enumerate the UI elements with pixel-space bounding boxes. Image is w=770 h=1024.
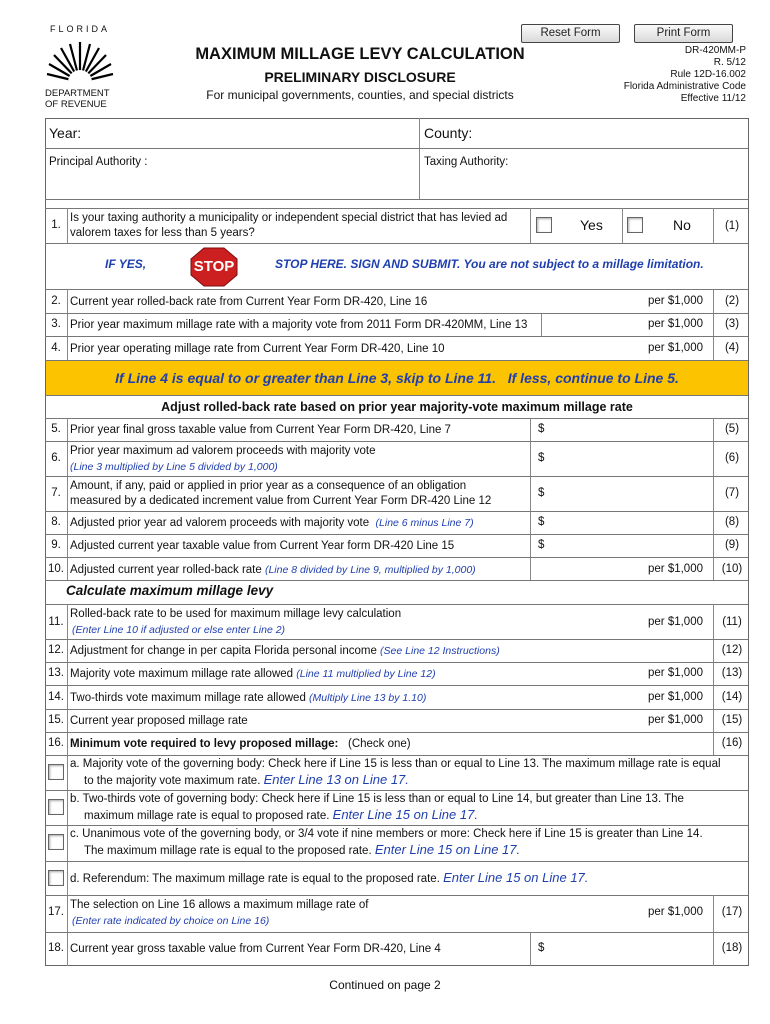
line-12-note: (See Line 12 Instructions) — [380, 645, 500, 657]
line-12-ref: (12) — [721, 644, 743, 656]
form-effective: Effective 11/12 — [680, 93, 746, 104]
line-1-ref: (1) — [724, 220, 740, 232]
divider — [45, 336, 748, 337]
line-2-ref: (2) — [724, 295, 740, 307]
line-15-ref: (15) — [721, 714, 743, 726]
line-3-text: Prior year maximum millage rate with a majority vote from 2011 Form DR-420MM, Line 13 — [70, 319, 528, 331]
stop-sign-icon — [190, 247, 238, 287]
line-4-unit: per $1,000 — [648, 342, 703, 354]
divider — [45, 418, 748, 419]
divider — [45, 441, 748, 442]
line-7-ref: (7) — [724, 487, 740, 499]
instruction-banner — [46, 361, 748, 395]
form-id: DR-420MM-P — [684, 45, 746, 56]
line-12-label: Adjustment for change in per capita Florida personal income — [70, 645, 377, 657]
line-9-number: 9. — [51, 539, 61, 551]
form-title: MAXIMUM MILLAGE LEVY CALCULATION — [195, 45, 525, 63]
line-4-text: Prior year operating millage rate from Current Year Form DR-420, Line 10 — [70, 343, 445, 355]
divider — [713, 418, 714, 580]
option-d-line-1 — [70, 871, 588, 886]
line-8-number: 8. — [51, 516, 61, 528]
line-5-number: 5. — [51, 423, 61, 435]
line-8-label: Adjusted prior year ad valorem proceeds with majority vote — [70, 517, 370, 529]
line-5-text: Prior year final gross taxable value from Current Year Form DR-420, Line 7 — [70, 424, 451, 436]
line-5-dollar: $ — [538, 423, 545, 435]
line-18-ref: (18) — [721, 942, 743, 954]
line-9-dollar: $ — [538, 539, 545, 551]
principal-authority-input[interactable] — [49, 170, 414, 196]
line-1-text-1: Is your taxing authority a municipality or independent special district that has levied ad — [70, 212, 508, 224]
divider — [45, 395, 748, 396]
divider — [67, 208, 68, 243]
option-d-text: d. Referendum: The maximum millage rate is equal to the proposed rate. — [70, 873, 440, 885]
line-8-note: (Line 6 minus Line 7) — [375, 517, 474, 529]
line-10-text — [70, 563, 476, 577]
divider — [45, 662, 748, 663]
line-6-ref: (6) — [724, 452, 740, 464]
sunburst-icon — [45, 36, 115, 86]
option-c-enter: Enter Line 15 on Line 17. — [374, 842, 521, 857]
line-15-unit: per $1,000 — [648, 714, 703, 726]
line-1-yes-label: Yes — [580, 217, 603, 233]
divider — [45, 895, 748, 896]
line-14-text — [70, 691, 426, 705]
line-14-ref: (14) — [721, 691, 743, 703]
line-14-number: 14. — [48, 691, 64, 703]
line-7-text-1: Amount, if any, paid or applied in prior year as a consequence of an obligation — [70, 480, 467, 492]
line-2-unit: per $1,000 — [648, 295, 703, 307]
line-11-text: Rolled-back rate to be used for maximum millage levy calculation — [70, 608, 402, 620]
line-11-note: (Enter Line 10 if adjusted or else enter Line 2) — [72, 624, 286, 636]
form-revision: R. 5/12 — [713, 57, 746, 68]
line-10-unit: per $1,000 — [648, 563, 703, 575]
line-11-number: 11. — [48, 616, 64, 628]
line-1-no-checkbox[interactable] — [627, 217, 643, 233]
line-18-dollar: $ — [538, 942, 545, 954]
divider — [67, 895, 68, 966]
divider — [419, 118, 420, 199]
line-5-ref: (5) — [724, 423, 740, 435]
line-6-text: Prior year maximum ad valorem proceeds with majority vote — [70, 445, 376, 457]
section-adjust-heading: Adjust rolled-back rate based on prior year majority-vote maximum millage rate — [161, 400, 633, 414]
line-9-text: Adjusted current year taxable value from Current Year form DR-420 Line 15 — [70, 540, 455, 552]
line-13-number: 13. — [48, 667, 64, 679]
line-10-note: (Line 8 divided by Line 9, multiplied by 1,000) — [264, 564, 476, 576]
divider — [530, 932, 531, 966]
logo-dept-line2: OF REVENUE — [45, 99, 107, 110]
divider — [622, 208, 623, 243]
option-a-text: to the majority vote maximum rate. — [84, 775, 261, 787]
section-calc-heading: Calculate maximum millage levy — [66, 583, 274, 598]
line-1-text-2: valorem taxes for less than 5 years? — [70, 227, 255, 239]
divider — [45, 289, 748, 290]
line-4-ref: (4) — [724, 342, 740, 354]
line-14-unit: per $1,000 — [648, 691, 703, 703]
logo-state: FLORIDA — [49, 24, 110, 34]
line-16-label: Minimum vote required to levy proposed millage: — [70, 738, 339, 750]
line-10-label: Adjusted current year rolled-back rate — [70, 564, 262, 576]
line-17-unit: per $1,000 — [648, 906, 703, 918]
line-7-number: 7. — [51, 487, 61, 499]
line-12-number: 12. — [48, 644, 64, 656]
line-13-ref: (13) — [721, 667, 743, 679]
line-18-number: 18. — [48, 942, 64, 954]
divider — [45, 932, 748, 933]
option-b-line-1: b. Two-thirds vote of governing body: Check here if Line 15 is less than or equal to Line 14, but greater than Line 13. The — [70, 793, 684, 805]
line-17-text: The selection on Line 16 allows a maximum millage rate of — [70, 899, 369, 911]
divider — [45, 199, 748, 200]
line-16-check: (Check one) — [347, 738, 411, 750]
line-3-unit: per $1,000 — [648, 318, 703, 330]
line-17-number: 17. — [48, 906, 64, 918]
line-8-ref: (8) — [724, 516, 740, 528]
if-yes-label: IF YES, — [105, 257, 147, 271]
line-1-no-label: No — [673, 217, 691, 233]
line-18-text: Current year gross taxable value from Current Year Form DR-420, Line 4 — [70, 943, 441, 955]
line-13-text — [70, 667, 436, 681]
divider — [45, 604, 748, 605]
line-16-text — [70, 737, 411, 751]
line-9-ref: (9) — [724, 539, 740, 551]
option-a-enter: Enter Line 13 on Line 17. — [263, 772, 409, 787]
line-13-note: (Line 11 multiplied by Line 12) — [296, 668, 436, 680]
reset-form-button[interactable]: Reset Form — [521, 24, 620, 43]
divider — [45, 639, 748, 640]
divider — [45, 476, 748, 477]
divider — [67, 418, 68, 580]
option-d-checkbox[interactable] — [48, 870, 64, 886]
line-16-number: 16. — [48, 737, 64, 749]
divider — [530, 418, 531, 580]
banner-part-1: If Line 4 is equal to or greater than Line 3, skip to Line 11. — [115, 370, 497, 386]
divider — [45, 755, 748, 756]
line-12-text — [70, 644, 500, 658]
year-input[interactable] — [95, 122, 413, 144]
divider — [530, 208, 531, 243]
divider — [45, 313, 748, 314]
option-b-enter: Enter Line 15 on Line 17. — [332, 807, 478, 822]
line-14-label: Two-thirds vote maximum millage rate allowed — [70, 692, 306, 704]
line-6-dollar: $ — [538, 452, 545, 464]
line-14-note: (Multiply Line 13 by 1.10) — [309, 692, 427, 704]
divider — [45, 534, 748, 535]
county-label: County: — [424, 125, 473, 141]
option-c-line-1: c. Unanimous vote of the governing body, or 3/4 vote if nine members or more: Check here if Line 15 is greater than Line 14. — [70, 828, 703, 840]
divider — [45, 732, 748, 733]
divider — [45, 208, 748, 209]
line-6-number: 6. — [51, 452, 61, 464]
form-info — [560, 45, 746, 105]
option-c-checkbox[interactable] — [48, 834, 64, 850]
print-form-button[interactable]: Print Form — [634, 24, 733, 43]
taxing-authority-input[interactable] — [424, 170, 744, 196]
year-label: Year: — [49, 125, 82, 141]
divider — [45, 825, 748, 826]
line-17-note: (Enter rate indicated by choice on Line 16) — [72, 915, 270, 927]
option-c-text: The maximum millage rate is equal to the proposed rate. — [84, 845, 372, 857]
form-rule: Rule 12D-16.002 — [670, 69, 746, 80]
option-a-checkbox[interactable] — [48, 764, 64, 780]
line-18-input[interactable] — [550, 936, 710, 962]
line-5-input[interactable] — [550, 420, 710, 437]
divider — [45, 685, 748, 686]
option-c-line-2 — [84, 843, 520, 858]
divider — [45, 790, 748, 791]
line-11-ref: (11) — [722, 616, 742, 628]
line-3-ref: (3) — [724, 318, 740, 330]
divider — [541, 313, 542, 336]
county-input[interactable] — [480, 122, 742, 144]
option-d-enter: Enter Line 15 on Line 17. — [443, 870, 589, 885]
divider — [713, 208, 714, 243]
option-a-line-1: a. Majority vote of the governing body: Check here if Line 15 is less than or equal to Line 13. The maximum millage rate is equal — [70, 758, 721, 770]
line-15-text: Current year proposed millage rate — [70, 715, 248, 727]
dor-logo — [45, 22, 115, 112]
divider — [713, 895, 714, 966]
divider — [45, 861, 748, 862]
form-subtitle: PRELIMINARY DISCLOSURE — [264, 69, 456, 85]
line-8-dollar: $ — [538, 516, 545, 528]
divider — [45, 148, 748, 149]
line-11-unit: per $1,000 — [648, 616, 703, 628]
line-1-yes-checkbox[interactable] — [536, 217, 552, 233]
line-10-ref: (10) — [721, 563, 743, 575]
line-15-number: 15. — [48, 714, 64, 726]
line-2-text: Current year rolled-back rate from Current Year Form DR-420, Line 16 — [70, 296, 428, 308]
stop-message: STOP HERE. SIGN AND SUBMIT. You are not subject to a millage limitation. — [275, 257, 704, 271]
divider — [67, 289, 68, 360]
option-a-line-2 — [84, 773, 409, 788]
line-13-unit: per $1,000 — [648, 667, 703, 679]
line-3-number: 3. — [51, 318, 61, 330]
line-6-note: (Line 3 multiplied by Line 5 divided by 1,000) — [70, 461, 278, 473]
divider — [45, 709, 748, 710]
option-b-line-2 — [84, 808, 478, 823]
form-code: Florida Administrative Code — [623, 81, 746, 92]
taxing-authority-label: Taxing Authority: — [424, 156, 509, 168]
logo-dept-line1: DEPARTMENT — [45, 88, 110, 99]
divider — [45, 580, 748, 581]
banner-part-2: If less, continue to Line 5. — [507, 370, 679, 386]
option-b-text: maximum millage rate is equal to proposed rate. — [84, 810, 330, 822]
continued-footer: Continued on page 2 — [329, 978, 441, 992]
line-13-label: Majority vote maximum millage rate allowed — [70, 668, 294, 680]
form-tagline: For municipal governments, counties, and special districts — [206, 88, 514, 102]
divider — [45, 243, 748, 244]
line-17-ref: (17) — [721, 906, 743, 918]
stop-sign-text: STOP — [193, 258, 235, 275]
line-7-text-2: measured by a dedicated increment value from Current Year Form DR-420 Line 12 — [70, 495, 492, 507]
principal-authority-label: Principal Authority : — [49, 156, 148, 168]
divider — [45, 511, 748, 512]
line-1-number: 1. — [51, 219, 61, 231]
line-7-input[interactable] — [550, 480, 710, 505]
line-7-dollar: $ — [538, 487, 545, 499]
option-b-checkbox[interactable] — [48, 799, 64, 815]
line-10-number: 10. — [48, 563, 64, 575]
divider — [45, 557, 748, 558]
line-16-ref: (16) — [721, 737, 743, 749]
line-2-number: 2. — [51, 295, 61, 307]
line-4-number: 4. — [51, 342, 61, 354]
line-9-input[interactable] — [550, 536, 710, 553]
divider — [713, 289, 714, 360]
line-8-text — [70, 516, 474, 530]
